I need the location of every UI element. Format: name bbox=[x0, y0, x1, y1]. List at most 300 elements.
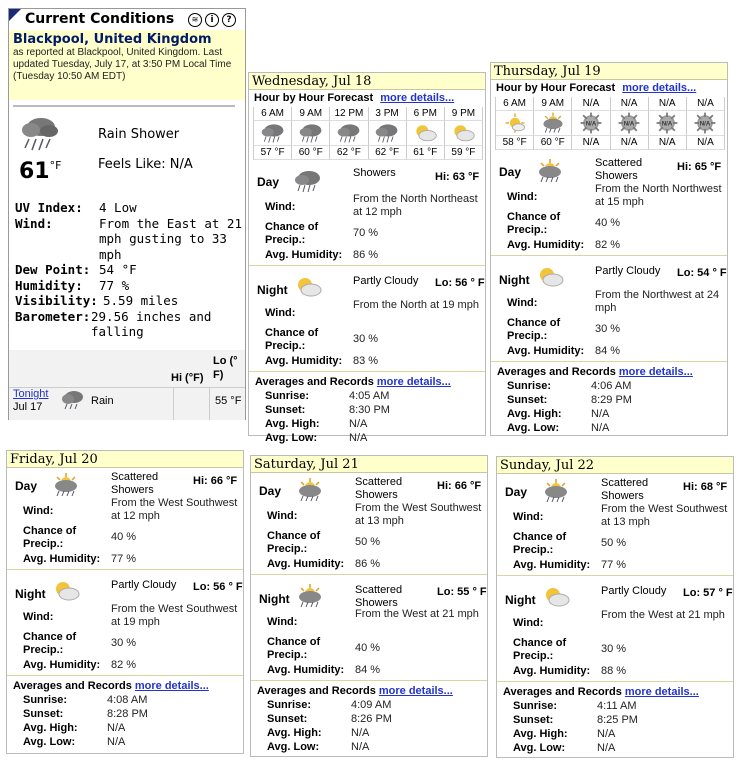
hour-temp: N/A bbox=[611, 136, 649, 150]
wind-label: Wind: bbox=[513, 617, 544, 629]
averages-header bbox=[249, 375, 485, 389]
night-lo bbox=[677, 267, 727, 280]
averages-header bbox=[7, 679, 243, 693]
averages-label: Averages and Records bbox=[257, 685, 376, 697]
na-icon bbox=[687, 111, 725, 136]
hour-temp: 58 °F bbox=[496, 136, 534, 150]
forecast-panel bbox=[496, 456, 734, 758]
day-hi bbox=[683, 481, 733, 494]
hi-value: 65 °F bbox=[694, 161, 722, 173]
lo-value: 55 ° F bbox=[457, 586, 487, 598]
hour-temp: 59 °F bbox=[445, 146, 483, 160]
panel-corner bbox=[9, 9, 21, 21]
dewpoint-label: Dew Point: bbox=[15, 262, 91, 277]
sunrise-label: Sunrise: bbox=[267, 699, 312, 711]
forecast-panel bbox=[250, 455, 488, 757]
lo-value: 54 ° F bbox=[697, 267, 727, 279]
hour-temp: N/A bbox=[649, 136, 687, 150]
wind-value: From the West Southwest at 12 mph bbox=[111, 497, 238, 522]
humidity-value: 83 % bbox=[353, 355, 379, 367]
section-divider bbox=[249, 265, 485, 266]
day-label: Day bbox=[499, 165, 522, 179]
lo-label: Lo: bbox=[677, 267, 695, 279]
humidity-value: 82 % bbox=[111, 659, 137, 671]
wind-value: From the West Southwest at 19 mph bbox=[111, 603, 238, 628]
day-title: Saturday, Jul 21 bbox=[251, 456, 487, 473]
wind-label: Wind: bbox=[265, 307, 296, 319]
dewpoint-row bbox=[15, 262, 243, 278]
hour-temp: N/A bbox=[572, 136, 610, 150]
night-lo bbox=[683, 587, 733, 600]
hour-temp: 62 °F bbox=[330, 146, 368, 160]
lo-label: Lo: bbox=[435, 277, 453, 289]
lo-value: 56 ° F bbox=[455, 277, 485, 289]
sunrise-value: 4:11 AM bbox=[597, 700, 637, 712]
current-conditions-title: Current Conditions bbox=[25, 11, 175, 27]
humidity-value: 84 % bbox=[355, 664, 381, 676]
night-label: Night bbox=[499, 273, 530, 287]
lo-value: 56 ° F bbox=[213, 581, 243, 593]
humidity-label: Avg. Humidity: bbox=[513, 665, 591, 677]
avg-high-value: N/A bbox=[349, 418, 368, 430]
shower-icon bbox=[369, 121, 407, 146]
wind-value: From the North Northeast at 12 mph bbox=[353, 193, 478, 218]
hour-label: 9 AM bbox=[534, 97, 572, 111]
more-details-link[interactable]: more details... bbox=[134, 680, 209, 692]
sunrise-value: 4:09 AM bbox=[351, 699, 392, 711]
shower-icon bbox=[292, 121, 330, 146]
hour-label: N/A bbox=[572, 97, 610, 111]
wind-value: From the West at 21 mph bbox=[601, 609, 725, 621]
na-icon bbox=[572, 111, 610, 136]
forecast-panel bbox=[490, 62, 728, 436]
location-name: Blackpool, United Kingdom bbox=[13, 32, 212, 47]
wind-label: Wind: bbox=[15, 215, 53, 231]
avg-low-value: N/A bbox=[351, 741, 370, 753]
sunset-label: Sunset: bbox=[267, 713, 308, 725]
day-title: Sunday, Jul 22 bbox=[497, 457, 733, 474]
wind-row bbox=[15, 216, 243, 263]
forecast-panel bbox=[248, 72, 486, 444]
precip-label: Chance of Precip.: bbox=[267, 530, 321, 555]
humidity-label: Avg. Humidity: bbox=[507, 239, 585, 251]
feels-like bbox=[98, 157, 193, 172]
precip-label: Chance of Precip.: bbox=[507, 211, 561, 236]
lo-label: Lo: bbox=[193, 581, 211, 593]
hour-label: N/A bbox=[611, 97, 649, 111]
na-icon bbox=[649, 111, 687, 136]
precip-label: Chance of Precip.: bbox=[265, 221, 319, 246]
precip-value: 40 % bbox=[595, 217, 621, 229]
current-conditions-panel bbox=[8, 8, 246, 420]
precip-value: 70 % bbox=[353, 227, 379, 239]
precip-value: 50 % bbox=[601, 537, 627, 549]
svg-text:N/A: N/A bbox=[662, 121, 673, 128]
night-lo bbox=[435, 277, 485, 290]
hour-temp: 61 °F bbox=[407, 146, 445, 160]
sunset-value: 8:28 PM bbox=[107, 708, 148, 720]
forecast-panel bbox=[6, 450, 244, 754]
sunset-value: 8:30 PM bbox=[349, 404, 390, 416]
humidity-value: 88 % bbox=[601, 665, 627, 677]
section-divider bbox=[491, 361, 727, 362]
sunrise-label: Sunrise: bbox=[265, 390, 310, 402]
col-divider bbox=[173, 388, 174, 420]
wind-value: From the East at 21 mph gusting to 33 mph bbox=[99, 215, 242, 262]
tonight-rain-icon bbox=[61, 390, 85, 413]
sunset-label: Sunset: bbox=[507, 394, 548, 406]
na-icon bbox=[611, 111, 649, 136]
avg-high-label: Avg. High: bbox=[513, 728, 568, 740]
section-divider bbox=[7, 569, 243, 570]
humidity-value: 84 % bbox=[595, 345, 621, 357]
hi-value: 68 °F bbox=[700, 481, 728, 493]
precip-label: Chance of Precip.: bbox=[23, 525, 77, 550]
hour-temp: 62 °F bbox=[369, 146, 407, 160]
avg-high-label: Avg. High: bbox=[265, 418, 320, 430]
shower-icon bbox=[254, 121, 292, 146]
avg-low-label: Avg. Low: bbox=[23, 736, 76, 748]
uv-label: UV Index: bbox=[15, 200, 83, 215]
hi-value: 66 °F bbox=[210, 475, 238, 487]
more-details-link[interactable]: more details... bbox=[622, 82, 697, 94]
wind-value: From the West Southwest at 13 mph bbox=[601, 503, 728, 528]
precip-value: 40 % bbox=[111, 531, 137, 543]
avg-low-label: Avg. Low: bbox=[507, 422, 560, 434]
svg-text:N/A: N/A bbox=[700, 121, 711, 128]
sunset-label: Sunset: bbox=[513, 714, 554, 726]
precip-label: Chance of Precip.: bbox=[507, 317, 561, 342]
tonight-date: Jul 17 bbox=[13, 401, 43, 413]
night-condition: Partly Cloudy bbox=[353, 275, 419, 287]
avg-high-value: N/A bbox=[597, 728, 616, 740]
scattered-icon bbox=[295, 584, 325, 611]
night-condition: Partly Cloudy bbox=[595, 265, 661, 277]
tonight-lo: 55 °F bbox=[215, 395, 242, 407]
section-divider bbox=[497, 575, 733, 576]
avg-high-value: N/A bbox=[107, 722, 126, 734]
humidity-value: 82 % bbox=[595, 239, 621, 251]
day-section bbox=[491, 157, 727, 253]
precip-value: 30 % bbox=[111, 637, 137, 649]
wind-label: Wind: bbox=[23, 505, 54, 517]
scattered-icon bbox=[51, 473, 81, 500]
day-condition: Scattered Showers bbox=[595, 157, 643, 182]
precip-label: Chance of Precip.: bbox=[267, 636, 321, 661]
avg-high-label: Avg. High: bbox=[507, 408, 562, 420]
humidity-value: 77 % bbox=[601, 559, 627, 571]
hourly-header bbox=[254, 92, 454, 104]
barometer-value: 29.56 inches and falling bbox=[91, 308, 212, 339]
avg-low-label: Avg. Low: bbox=[265, 432, 318, 444]
avg-low-value: N/A bbox=[597, 742, 616, 754]
temp-value: 61 bbox=[19, 159, 50, 184]
day-condition: Scattered Showers bbox=[601, 477, 649, 502]
wind-value: From the Northwest at 24 mph bbox=[595, 289, 720, 314]
humidity-label: Avg. Humidity: bbox=[265, 249, 343, 261]
lo-label: Lo: bbox=[437, 586, 455, 598]
day-label: Day bbox=[505, 485, 528, 499]
precip-value: 50 % bbox=[355, 536, 381, 548]
hourly-grid bbox=[253, 107, 483, 160]
sunset-value: 8:25 PM bbox=[597, 714, 638, 726]
day-section bbox=[7, 471, 243, 567]
averages-header bbox=[491, 365, 727, 379]
humidity-label: Avg. Humidity: bbox=[265, 355, 343, 367]
hour-label: 6 AM bbox=[254, 107, 292, 121]
temp-unit: °F bbox=[49, 159, 62, 172]
more-details-link[interactable]: more details... bbox=[624, 686, 699, 698]
tonight-condition: Rain bbox=[91, 395, 114, 407]
hour-label: 3 PM bbox=[369, 107, 407, 121]
wind-value: From the North at 19 mph bbox=[353, 299, 479, 311]
wind-value: From the North Northwest at 15 mph bbox=[595, 183, 722, 208]
hour-label: N/A bbox=[649, 97, 687, 111]
night-condition: Partly Cloudy bbox=[111, 579, 177, 591]
section-divider bbox=[497, 681, 733, 682]
lo-label: Lo: bbox=[683, 587, 701, 599]
hour-temp: 57 °F bbox=[254, 146, 292, 160]
shower-icon bbox=[293, 169, 323, 196]
svg-text:N/A: N/A bbox=[623, 121, 635, 128]
sunrise-value: 4:08 AM bbox=[107, 694, 148, 706]
hi-value: 66 °F bbox=[454, 480, 482, 492]
day-label: Day bbox=[259, 484, 282, 498]
rain-shower-icon bbox=[19, 115, 61, 157]
precip-value: 30 % bbox=[595, 323, 621, 335]
day-condition: Scattered Showers bbox=[111, 471, 159, 496]
col-divider bbox=[209, 388, 210, 420]
wind-label: Wind: bbox=[267, 616, 298, 628]
scattered-icon bbox=[541, 479, 571, 506]
hour-label: 6 AM bbox=[496, 97, 534, 111]
wind-label: Wind: bbox=[267, 510, 298, 522]
sunrise-value: 4:06 AM bbox=[591, 380, 632, 392]
sunset-value: 8:26 PM bbox=[351, 713, 392, 725]
hi-header: Hi (°F) bbox=[171, 372, 204, 384]
day-hi bbox=[435, 171, 485, 184]
hour-temp: 60 °F bbox=[292, 146, 330, 160]
hourly-label: Hour by Hour Forecast bbox=[254, 92, 374, 104]
info-icon[interactable]: i bbox=[205, 13, 219, 27]
feels-like-label: Feels Like: bbox=[98, 157, 166, 172]
humidity-label: Avg. Humidity: bbox=[267, 558, 345, 570]
night-lo bbox=[193, 581, 243, 594]
day-section bbox=[497, 477, 733, 573]
night-condition: Scattered Showers bbox=[355, 584, 403, 609]
averages-section bbox=[491, 365, 727, 435]
averages-label: Averages and Records bbox=[503, 686, 622, 698]
partly-icon bbox=[51, 579, 81, 606]
uv-row bbox=[15, 200, 243, 216]
humidity-label: Avg. Humidity: bbox=[267, 664, 345, 676]
visibility-label: Visibility: bbox=[15, 293, 98, 308]
day-title: Thursday, Jul 19 bbox=[491, 63, 727, 80]
humidity-row bbox=[15, 278, 243, 294]
sunset-label: Sunset: bbox=[23, 708, 64, 720]
visibility-value: 5.59 miles bbox=[103, 293, 179, 308]
wind-label: Wind: bbox=[23, 611, 54, 623]
uv-value: 4 Low bbox=[99, 200, 137, 215]
night-section bbox=[7, 577, 243, 673]
averages-header bbox=[251, 684, 487, 698]
wind-label: Wind: bbox=[507, 191, 538, 203]
partly-icon bbox=[445, 121, 483, 146]
precip-label: Chance of Precip.: bbox=[513, 637, 567, 662]
avg-low-value: N/A bbox=[591, 422, 610, 434]
tonight-link[interactable]: Tonight bbox=[13, 388, 49, 400]
humidity-value: 86 % bbox=[353, 249, 379, 261]
conditions-table bbox=[15, 200, 243, 340]
more-details-link[interactable]: more details... bbox=[378, 685, 453, 697]
hour-temp: N/A bbox=[687, 136, 725, 150]
humidity-value: 86 % bbox=[355, 558, 381, 570]
report-timestamp: as reported at Blackpool, United Kingdom. Last updated Tuesday, July 17, at 3:50 PM Local Time (Tuesday 10:50 AM EDT) bbox=[13, 47, 232, 82]
avg-low-label: Avg. Low: bbox=[513, 742, 566, 754]
precip-value: 30 % bbox=[353, 333, 379, 345]
averages-section bbox=[249, 375, 485, 445]
night-label: Night bbox=[505, 593, 536, 607]
sun-icon bbox=[496, 111, 534, 136]
hourly-header bbox=[496, 82, 696, 94]
scattered-icon bbox=[295, 478, 325, 505]
night-label: Night bbox=[257, 283, 288, 297]
humidity-label: Avg. Humidity: bbox=[23, 659, 101, 671]
night-lo bbox=[437, 586, 487, 599]
section-divider bbox=[251, 574, 487, 575]
humidity-label: Avg. Humidity: bbox=[23, 553, 101, 565]
lo-value: 57 ° F bbox=[703, 587, 733, 599]
current-temperature bbox=[19, 159, 61, 184]
humidity-label: Avg. Humidity: bbox=[513, 559, 591, 571]
day-hi bbox=[677, 161, 727, 174]
hi-label: Hi: bbox=[437, 480, 452, 492]
avg-low-label: Avg. Low: bbox=[267, 741, 320, 753]
averages-section bbox=[7, 679, 243, 749]
day-section bbox=[251, 476, 487, 572]
hourly-grid bbox=[495, 97, 725, 150]
location-header bbox=[9, 30, 245, 100]
averages-section bbox=[497, 685, 733, 755]
night-section bbox=[249, 273, 485, 369]
avg-high-value: N/A bbox=[351, 727, 370, 739]
averages-section bbox=[251, 684, 487, 754]
hi-label: Hi: bbox=[677, 161, 692, 173]
night-section bbox=[497, 583, 733, 679]
hi-value: 63 °F bbox=[452, 171, 480, 183]
section-divider bbox=[7, 675, 243, 676]
humidity-value: 77 % bbox=[99, 277, 130, 293]
partly-icon bbox=[407, 121, 445, 146]
dewpoint-value: 54 °F bbox=[99, 262, 137, 277]
divider bbox=[13, 105, 235, 107]
hour-label: 9 PM bbox=[445, 107, 483, 121]
sunrise-label: Sunrise: bbox=[23, 694, 68, 706]
humidity-value: 77 % bbox=[111, 553, 137, 565]
more-details-link[interactable]: more details... bbox=[618, 366, 693, 378]
sunrise-label: Sunrise: bbox=[513, 700, 558, 712]
scattered-icon bbox=[534, 111, 572, 136]
avg-high-label: Avg. High: bbox=[23, 722, 78, 734]
avg-low-value: N/A bbox=[349, 432, 368, 444]
wind-label: Wind: bbox=[265, 201, 296, 213]
feels-like-value: N/A bbox=[169, 157, 193, 172]
hour-label: N/A bbox=[687, 97, 725, 111]
partly-icon bbox=[541, 585, 571, 612]
night-label: Night bbox=[15, 587, 46, 601]
averages-label: Averages and Records bbox=[255, 376, 374, 388]
more-details-link[interactable]: more details... bbox=[376, 376, 451, 388]
lo-header: Lo (° F) bbox=[213, 355, 238, 381]
day-hi bbox=[437, 480, 487, 493]
wind-label: Wind: bbox=[507, 297, 538, 309]
avg-high-value: N/A bbox=[591, 408, 610, 420]
hour-label: 12 PM bbox=[330, 107, 368, 121]
day-section bbox=[249, 167, 485, 263]
shower-icon bbox=[330, 121, 368, 146]
hi-label: Hi: bbox=[683, 481, 698, 493]
day-title: Wednesday, Jul 18 bbox=[249, 73, 485, 90]
sunrise-label: Sunrise: bbox=[507, 380, 552, 392]
precip-value: 40 % bbox=[355, 642, 381, 654]
header-icons bbox=[188, 13, 236, 27]
humidity-label: Humidity: bbox=[15, 277, 83, 293]
barometer-row bbox=[15, 309, 243, 340]
visibility-row bbox=[15, 293, 243, 309]
sunset-value: 8:29 PM bbox=[591, 394, 632, 406]
more-details-link[interactable]: more details... bbox=[380, 92, 455, 104]
sunrise-value: 4:05 AM bbox=[349, 390, 390, 402]
averages-label: Averages and Records bbox=[497, 366, 616, 378]
precip-label: Chance of Precip.: bbox=[265, 327, 319, 352]
current-condition: Rain Shower bbox=[98, 127, 180, 142]
hour-label: 6 PM bbox=[407, 107, 445, 121]
day-condition: Scattered Showers bbox=[355, 476, 403, 501]
scattered-icon bbox=[535, 159, 565, 186]
partly-icon bbox=[535, 265, 565, 292]
svg-text:N/A: N/A bbox=[585, 121, 597, 128]
night-condition: Partly Cloudy bbox=[601, 585, 667, 597]
help-icon[interactable]: ? bbox=[222, 13, 236, 27]
weather-alert-icon[interactable]: ≋ bbox=[188, 13, 202, 27]
night-label: Night bbox=[259, 592, 290, 606]
section-divider bbox=[251, 680, 487, 681]
day-title: Friday, Jul 20 bbox=[7, 451, 243, 468]
sunset-label: Sunset: bbox=[265, 404, 306, 416]
hi-label: Hi: bbox=[193, 475, 208, 487]
precip-label: Chance of Precip.: bbox=[23, 631, 77, 656]
precip-label: Chance of Precip.: bbox=[513, 531, 567, 556]
hourly-label: Hour by Hour Forecast bbox=[496, 82, 616, 94]
section-divider bbox=[491, 255, 727, 256]
averages-label: Averages and Records bbox=[13, 680, 132, 692]
section-divider bbox=[249, 371, 485, 372]
barometer-label: Barometer: bbox=[15, 308, 91, 324]
day-label: Day bbox=[15, 479, 38, 493]
precip-value: 30 % bbox=[601, 643, 627, 655]
day-label: Day bbox=[257, 175, 280, 189]
avg-low-value: N/A bbox=[107, 736, 126, 748]
hour-temp: 60 °F bbox=[534, 136, 572, 150]
humidity-label: Avg. Humidity: bbox=[507, 345, 585, 357]
wind-label: Wind: bbox=[513, 511, 544, 523]
night-section bbox=[251, 582, 487, 678]
hi-label: Hi: bbox=[435, 171, 450, 183]
avg-high-label: Avg. High: bbox=[267, 727, 322, 739]
day-condition: Showers bbox=[353, 167, 396, 179]
tonight-table bbox=[9, 350, 245, 420]
wind-value: From the West Southwest at 13 mph bbox=[355, 502, 482, 527]
